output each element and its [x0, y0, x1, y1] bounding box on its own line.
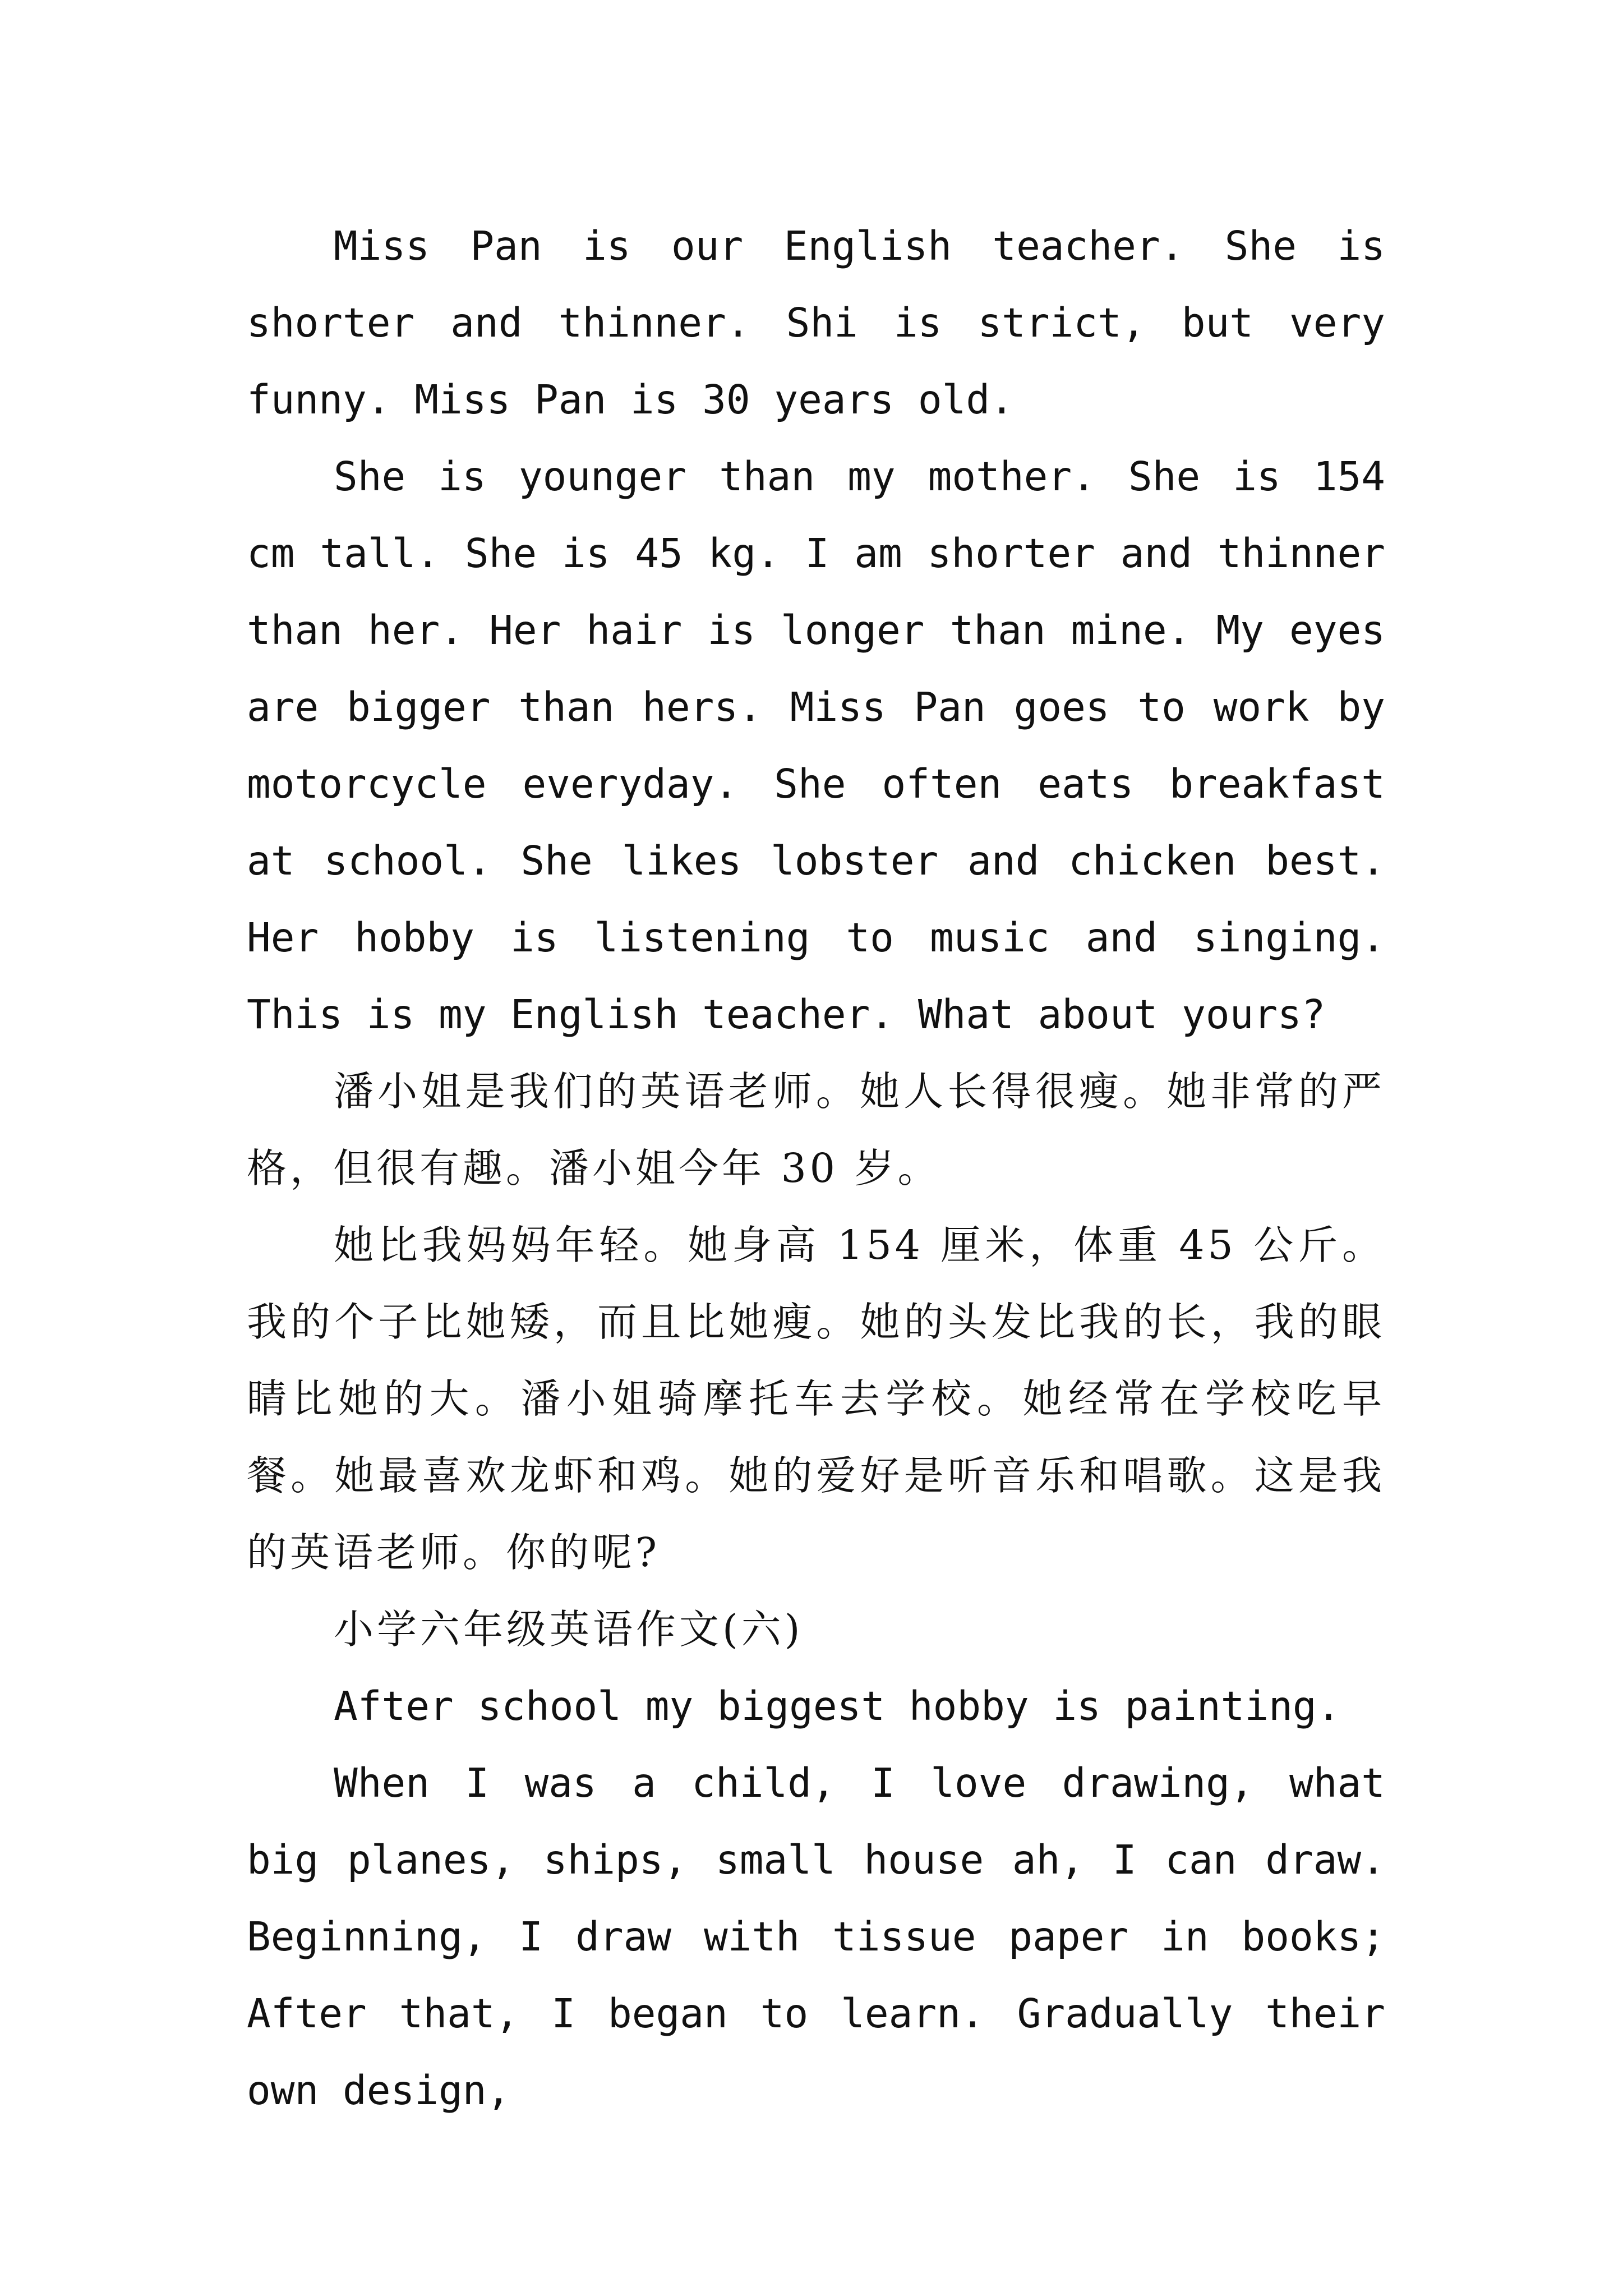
paragraph-en-hobby-intro: After school my biggest hobby is painting. [334, 1683, 1341, 1729]
section-heading: 小学六年级英语作文(六) [334, 1606, 804, 1653]
paragraph-en-hobby-details: When I was a child, I love drawing, what big planes, ships, small house ah, I can draw. Beginning, I draw with tissue paper in books; After that, I began to learn. Gradually their own design, [247, 1760, 1385, 2114]
paragraph-en-teacher-intro: Miss Pan is our English teacher. She is shorter and thinner. Shi is strict, but very funny. Miss Pan is 30 years old. [247, 223, 1385, 423]
paragraph-zh-teacher-details: 她比我妈妈年轻。她身高 154 厘米，体重 45 公斤。我的个子比她矮，而且比她瘦。她的头发比我的长，我的眼睛比她的大。潘小姐骑摩托车去学校。她经常在学校吃早餐。她最喜欢龙虾和鸡。她的爱好是听音乐和唱歌。这是我的英语老师。你的呢? [247, 1222, 1385, 1576]
document-body [247, 208, 1385, 2129]
paragraph-en-teacher-details: She is younger than my mother. She is 154 cm tall. She is 45 kg. I am shorter and thinner than her. Her hair is longer than mine. My eyes are bigger than hers. Miss Pan goes to work by motorcycle everyday. She often eats breakfast at school. She likes lobster and chicken best. Her hobby is listening to music and singing. This is my English teacher. What about yours? [247, 453, 1385, 1038]
paragraph-zh-teacher-intro: 潘小姐是我们的英语老师。她人长得很瘦。她非常的严格，但很有趣。潘小姐今年 30 岁。 [247, 1068, 1385, 1191]
